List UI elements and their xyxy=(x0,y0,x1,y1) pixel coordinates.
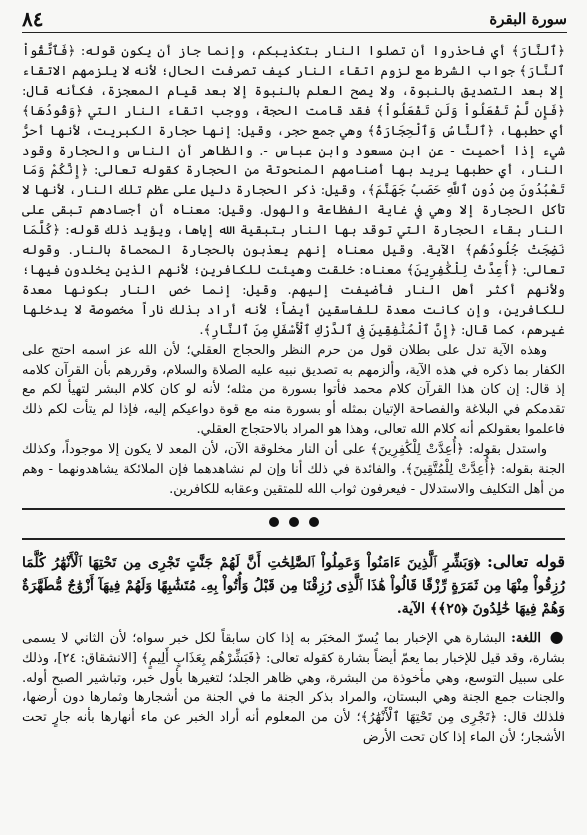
commentary-paragraph: ﴿ٱلنَّارَ﴾ أي فاحذروا أن تصلوا النار بتكذيبكم، وإنما جاز أن يكون قوله: ﴿فَٱتَّقُواْ ٱلنَّارَ﴾ جواب الشرط مع لزوم اتقاء النار كيف تصرفت الحال؛ لأنه لا يلزمهم الاتقاء إلا بعد التصديق بالنبوة، ولا يصح العلم بالنبوة إلا بعد قيام المعجزة، فكأنه قال: ﴿فَإِن لَّمْ تَفْعَلُواْ وَلَن تَفْعَلُواْ﴾ فقد قامت الحجة، ووجب اتقاء النار التي ﴿وَقُودُهَا﴾ أي حطبها، ﴿ٱلنَّاسُ وَٱلْحِجَارَةُ﴾ وهي جمع حجر، وقيل: إنها حجارة الكبريت، لأنها أحرُّ شيء إذا أحميت - عن ابن مسعود وابن عباس -. والظاهر أن الناس والحجارة وقود النار، أي حطبها يريد بها أصنامهم المنحوتة من الحجارة كقوله تعالى: ﴿إِنَّكُمْ وَمَا تَعْبُدُونَ مِن دُونِ ٱللَّهِ حَصَبُ جَهَنَّمَ﴾، وقيل: ذكر الحجارة دليل على عظم تلك النار، لأنها لا تأكل الحجارة إلا وهي في غاية الفظاعة والهول. وقيل: معناه أن أجسادهم تبقى على النار بقاء الحجارة التي توقد بها النار بتبقية الله إياها، ويؤيد ذلك قوله: ﴿كُلَّمَا نَضِجَتْ جُلُودُهُم﴾ الآية. وقيل معناه إنهم يعذبون بالحجارة المحماة بالنار. وقوله تعالى: ﴿أُعِدَّتْ لِلْكَٰفِرِينَ﴾ معناه: خلقت وهيئت للكافرين؛ لأنهم الذين يخلدون فيها؛ ولأنهم أكثر أهل النار فأضيفت إليهم. وقيل: إنما خص النار بكونها معدة للكافرين، وإن كانت معدة للفاسقين أيضاً؛ لأنه أراد بذلك ناراً مخصوصة لا يدخلها غيرهم، كما قال: ﴿إِنَّ ٱلْمُنَٰفِقِينَ فِى ٱلدَّرْكِ ٱلْأَسْفَلِ مِنَ ٱلنَّارِ﴾. xyxy=(22,44,565,338)
page-body xyxy=(22,42,565,748)
verse-block xyxy=(22,550,565,621)
section-divider-bottom xyxy=(22,538,565,540)
lugha-paragraph xyxy=(22,627,565,748)
dot-icon xyxy=(289,517,299,527)
dot-icon xyxy=(309,517,319,527)
verse-label: قوله تعالى: xyxy=(487,551,565,571)
page-header xyxy=(22,6,567,33)
surah-title: سورة البقرة xyxy=(489,10,567,28)
page-number: ٨٤ xyxy=(22,7,44,31)
dot-icon xyxy=(269,517,279,527)
commentary-paragraph: وهذه الآية تدل على بطلان قول من حرم النظر والحجاج العقلي؛ لأن الله عز اسمه احتج على الكفار بما ذكره في هذه الآية، وألزمهم به تصديق نبيه عليه الصلاة والسلام، وقررهم بأن القرآن كلامه إذ قال: إن كان هذا القرآن كلام محمد فأتوا بسورة من مثله؛ لأنه لو كان كلام البشر لتهيأ لكم مع تقدمكم في البلاغة والفصاحة الإتيان بمثله أو بسورة منه مع قوة دواعيكم إليه، فإذا لم يتأت لكم ذلك فاعلموا بعقولكم أنه كلام الله تعالى، وهذا هو المراد بالاحتجاج العقلي. xyxy=(22,342,565,438)
verse-text: ﴿وَبَشِّرِ ٱلَّذِينَ ءَامَنُواْ وَعَمِلُواْ ٱلصَّٰلِحَٰتِ أَنَّ لَهُمْ جَنَّٰتٍ تَجْرِى مِن تَحْتِهَا ٱلْأَنْهَٰرُ كُلَّمَا رُزِقُواْ مِنْهَا مِن ثَمَرَةٍ رِّزْقًا قَالُواْ هَٰذَا ٱلَّذِى رُزِقْنَا مِن قَبْلُ وَأُتُواْ بِهِۦ مُتَشَٰبِهًا وَلَهُمْ فِيهَآ أَزْوَٰجٌ مُّطَهَّرَةٌ وَهُمْ فِيهَا خَٰلِدُونَ ﴿٢٥﴾﴾ الآية. xyxy=(22,554,565,617)
commentary-paragraph: واستدل بقوله: ﴿أُعِدَّتْ لِلْكَٰفِرِينَ﴾ على أن النار مخلوقة الآن، لأن المعد لا يكون إلا موجوداً، وكذلك الجنة بقوله: ﴿أُعِدَّتْ لِلْمُتَّقِينَ﴾. والفائدة في ذلك أنا وإن لم نشاهدهما فإن الملائكة يشاهدونهما - وهم من أهل التكليف والاستدلال - فيعرفون ثواب الله للمتقين وعقابه للكافرين. xyxy=(22,442,565,497)
bullet-icon: ● xyxy=(549,626,565,646)
lugha-text: البشارة هي الإخبار بما يُسرّ المخبَر به إذا كان سابقاً لكل خبر سواه؛ لأن الثاني لا يسمى بشارة، وقد قيل للإخبار بما يعمّ أيضاً بشارة كقوله تعالى: ﴿فَبَشِّرْهُم بِعَذَابٍ أَلِيمٍ﴾ [الانشقاق: ٢٤]، وذلك على سبيل التوسع، وهي مأخوذة من البشرة، وهي ظاهر الجلد؛ لتغيرها بأول خبر، وتباشير الصبح أوله. والجنات جمع الجنة وهي البستان، والمراد بذكر الجنة ما في الجنة من أشجارها وثمارها دون أرضها، فلذلك قال: ﴿تَجْرِى مِن تَحْتِهَا ٱلْأَنْهَٰرُ﴾؛ لأن من المعلوم أنه أراد الخبر عن ماء أنهارها بأنه جارٍ تحت الأشجار؛ لأن الماء إذا كان تحت الأرض xyxy=(22,630,565,746)
section-divider-dots xyxy=(22,514,565,534)
section-divider-top xyxy=(22,508,565,510)
lugha-heading: اللغة: xyxy=(511,630,541,646)
